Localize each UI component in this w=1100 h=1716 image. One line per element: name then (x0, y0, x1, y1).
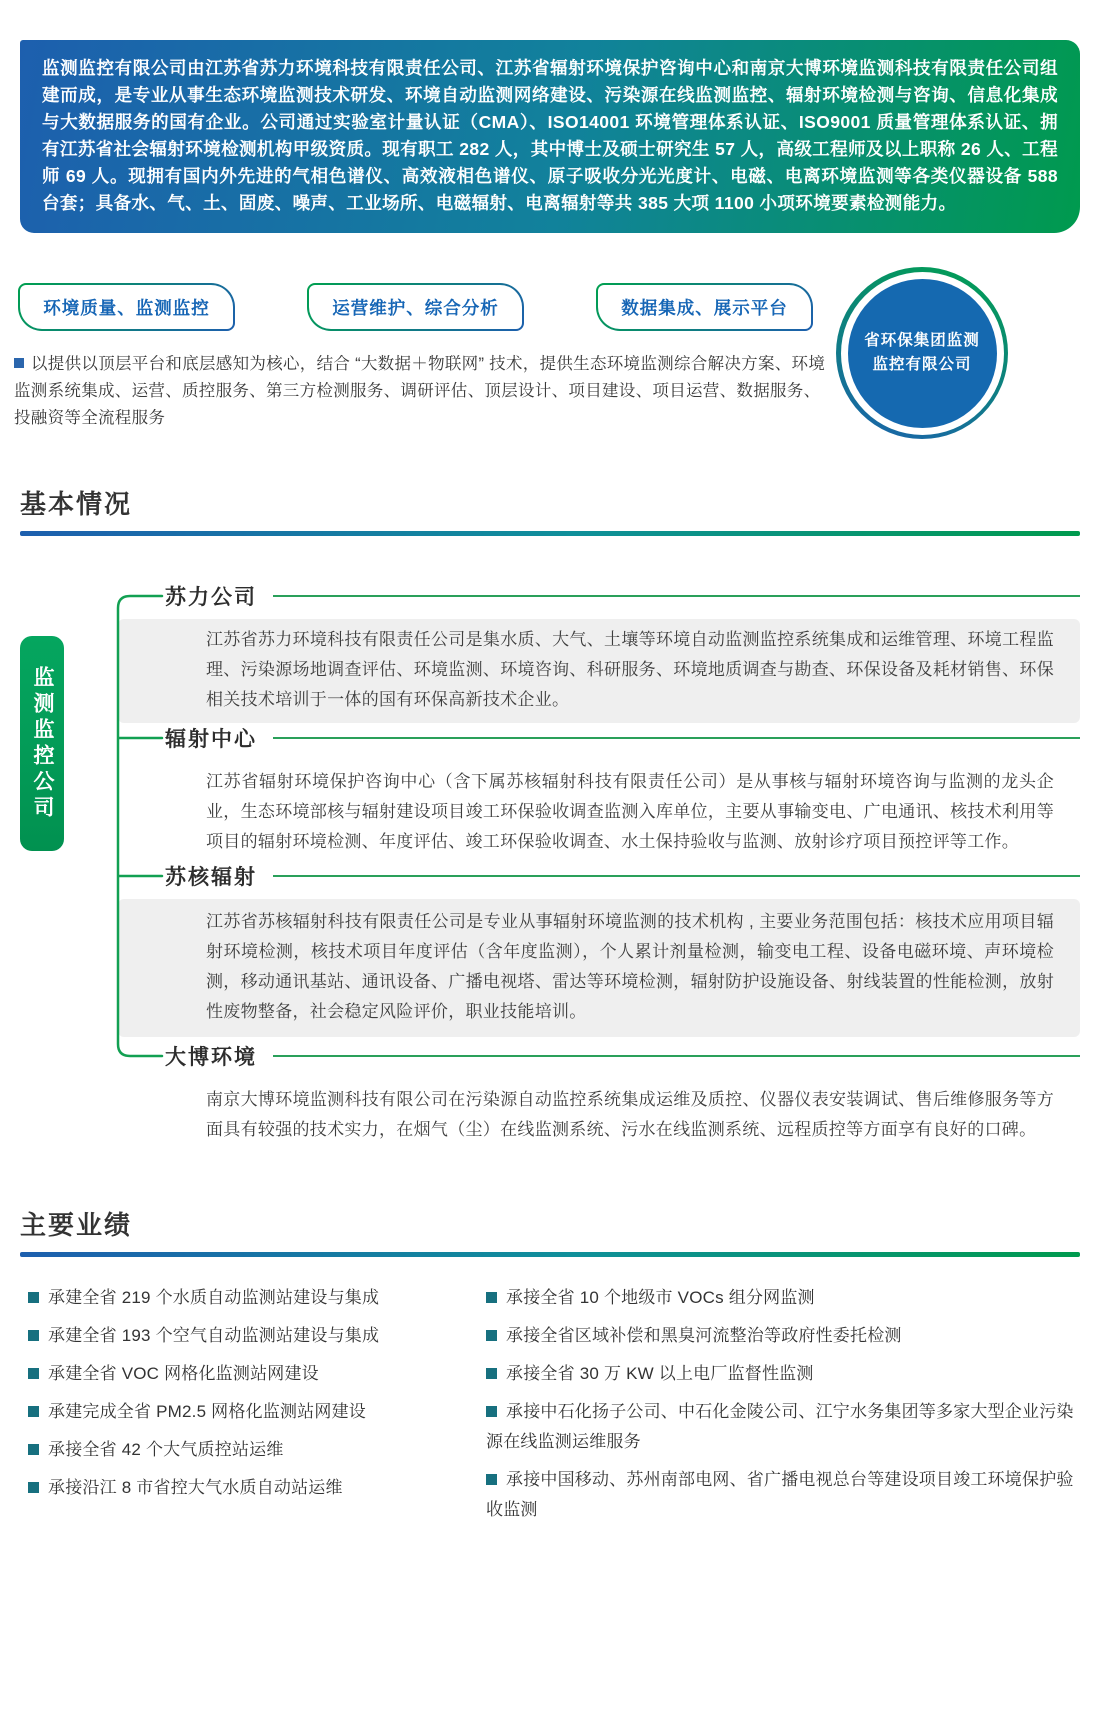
teal-square-bullet-icon (28, 1444, 39, 1455)
teal-square-bullet-icon (28, 1368, 39, 1379)
subsection-body: 江苏省辐射环境保护咨询中心（含下属苏核辐射科技有限责任公司）是从事核与辐射环境咨询与监测的龙头企业，生态环境部核与辐射建设项目竣工环保验收调查监测入库单位，主要从事输变电、广电通讯、核技术利用等项目的辐射环境检测、年度评估、竣工环保验收调查、水土保持验收与监测、放射诊疗项目预控评等工作。 (206, 772, 1054, 851)
basic-info-sections (0, 536, 1100, 1153)
badge-ring-gap (841, 272, 1004, 435)
subsection-body: 江苏省苏核辐射科技有限责任公司是专业从事辐射环境监测的技术机构 , 主要业务范围包括：核技术应用项目辐射环境检测，核技术项目年度评估（含年度监测），个人累计剂量检测，输变电工程、设备电磁环境、声环境检测，移动通讯基站、通讯设备、广播电视塔、雷达等环境检测，辐射防护设施设备、射线装置的性能检测，放射性废物整备，社会稳定风险评价，职业技能培训。 (118, 899, 1080, 1037)
badge-core (848, 279, 997, 428)
subsection-title: 苏力公司 (165, 586, 257, 609)
teal-square-bullet-icon (486, 1292, 497, 1303)
subsection-head (165, 1039, 1080, 1073)
achievement-item (28, 1435, 480, 1465)
pill-environment-quality[interactable] (18, 283, 235, 331)
section-connector-lines (0, 536, 200, 1176)
subsection-rule (273, 875, 1080, 877)
teal-square-bullet-icon (28, 1330, 39, 1341)
company-intro-banner (20, 40, 1080, 233)
services-summary (14, 351, 829, 432)
vertical-tab-monitoring-company (20, 636, 64, 851)
company-intro-text: 监测监控有限公司由江苏省苏力环境科技有限责任公司、江苏省辐射环境保护咨询中心和南京大博环境监测科技有限责任公司组建而成，是专业从事生态环境监测技术研发、环境自动监测网络建设、污染源在线监测监控、辐射环境检测与咨询、信息化集成与大数据服务的国有企业。公司通过实验室计量认证（CMA）、ISO14001 环境管理体系认证、ISO9001 质量管理体系认证、拥有江苏省社会辐射环境检测机构甲级资质。现有职工 282 人，其中博士及硕士研究生 57 人，高级工程师及以上职称 26 人、工程师 69 人。现拥有国内外先进的气相色谱仪、高效液相色谱仪、原子吸收分光光度计、电磁、电离环境监测等各类仪器设备 588 台套；具备水、气、土、固废、噪声、工业场所、电磁辐射、电离辐射等共 385 大项 1100 小项环境要素检测能力。 (42, 58, 1058, 213)
achievements-title: 主要业绩 (20, 1210, 133, 1240)
services-summary-text: 以提供以顶层平台和底层感知为核心，结合 “大数据＋物联网” 技术，提供生态环境监测综合解决方案、环境监测系统集成、运营、质控服务、第三方检测服务、调研评估、顶层设计、项目建设、项目运营、数据服务、投融资等全流程服务 (14, 355, 826, 427)
achievement-item (28, 1283, 480, 1313)
achievements-columns (28, 1283, 1080, 1533)
achievement-item (28, 1397, 480, 1427)
teal-square-bullet-icon (28, 1406, 39, 1417)
achievement-item (486, 1283, 1080, 1313)
subsection-body: 江苏省苏力环境科技有限责任公司是集水质、大气、土壤等环境自动监测监控系统集成和运维管理、环境工程监理、污染源场地调查评估、环境监测、环境咨询、科研服务、环境地质调查与勘查、环保设备及耗材销售、环保相关技术培训于一体的国有环保高新技术企业。 (118, 619, 1080, 723)
vertical-tab-label: 监测监控公司 (31, 665, 54, 822)
achievement-item (486, 1321, 1080, 1351)
achievement-item (28, 1473, 480, 1503)
achievement-item (486, 1359, 1080, 1389)
subsection-rule (273, 1055, 1080, 1057)
subsection-rule (273, 737, 1080, 739)
teal-square-bullet-icon (486, 1406, 497, 1417)
achievement-item (486, 1465, 1080, 1525)
subsection-title: 大博环境 (165, 1046, 257, 1069)
basic-info-title: 基本情况 (20, 489, 133, 519)
pill-operation-analysis[interactable] (307, 283, 524, 331)
achievement-text: 承接全省 30 万 KW 以上电厂监督性监测 (506, 1364, 814, 1383)
blue-square-bullet-icon (14, 358, 24, 368)
achievement-text: 承接中石化扬子公司、中石化金陵公司、江宁水务集团等多家大型企业污染源在线监测运维服务 (486, 1402, 1074, 1451)
teal-square-bullet-icon (486, 1368, 497, 1379)
achievement-text: 承接沿江 8 市省控大气水质自动站运维 (48, 1478, 343, 1497)
achievement-text: 承建完成全省 PM2.5 网格化监测站网建设 (48, 1402, 366, 1421)
subsection-title: 苏核辐射 (165, 866, 257, 889)
achievement-text: 承建全省 VOC 网格化监测站网建设 (48, 1364, 319, 1383)
pill-label: 数据集成、展示平台 (621, 297, 788, 318)
pill-label: 运营维护、综合分析 (332, 297, 499, 318)
achievement-text: 承接全省区域补偿和黑臭河流整治等政府性委托检测 (506, 1326, 902, 1345)
teal-square-bullet-icon (486, 1330, 497, 1341)
achievements-right-column (486, 1283, 1080, 1533)
achievements-left-column (28, 1283, 480, 1533)
subsection-head (165, 579, 1080, 613)
achievements-divider (20, 1252, 1080, 1257)
pill-data-platform[interactable] (596, 283, 813, 331)
pill-label: 环境质量、监测监控 (43, 297, 210, 318)
subsection-title: 辐射中心 (165, 728, 257, 751)
achievement-item (28, 1359, 480, 1389)
achievement-text: 承接中国移动、苏州南部电网、省广播电视总台等建设项目竣工环境保护验收监测 (486, 1470, 1074, 1519)
teal-square-bullet-icon (28, 1482, 39, 1493)
badge-line2: 监控有限公司 (872, 356, 972, 373)
achievement-text: 承建全省 219 个水质自动监测站建设与集成 (48, 1288, 380, 1307)
subsection-body: 南京大博环境监测科技有限公司在污染源自动监控系统集成运维及质控、仪器仪表安装调试、售后维修服务等方面具有较强的技术实力，在烟气（尘）在线监测系统、污水在线监测系统、远程质控等方面享有良好的口碑。 (206, 1090, 1054, 1139)
subsection-rule (273, 595, 1080, 597)
teal-square-bullet-icon (28, 1292, 39, 1303)
subsection-head (165, 721, 1080, 755)
teal-square-bullet-icon (486, 1474, 497, 1485)
achievement-item (486, 1397, 1080, 1457)
achievement-text: 承建全省 193 个空气自动监测站建设与集成 (48, 1326, 380, 1345)
achievement-item (28, 1321, 480, 1351)
subsection-head (165, 859, 1080, 893)
company-seal-badge (836, 267, 1008, 439)
achievement-text: 承接全省 10 个地级市 VOCs 组分网监测 (506, 1288, 815, 1307)
badge-line1: 省环保集团监测 (864, 332, 980, 349)
achievement-text: 承接全省 42 个大气质控站运维 (48, 1440, 284, 1459)
services-overview (0, 283, 1080, 432)
